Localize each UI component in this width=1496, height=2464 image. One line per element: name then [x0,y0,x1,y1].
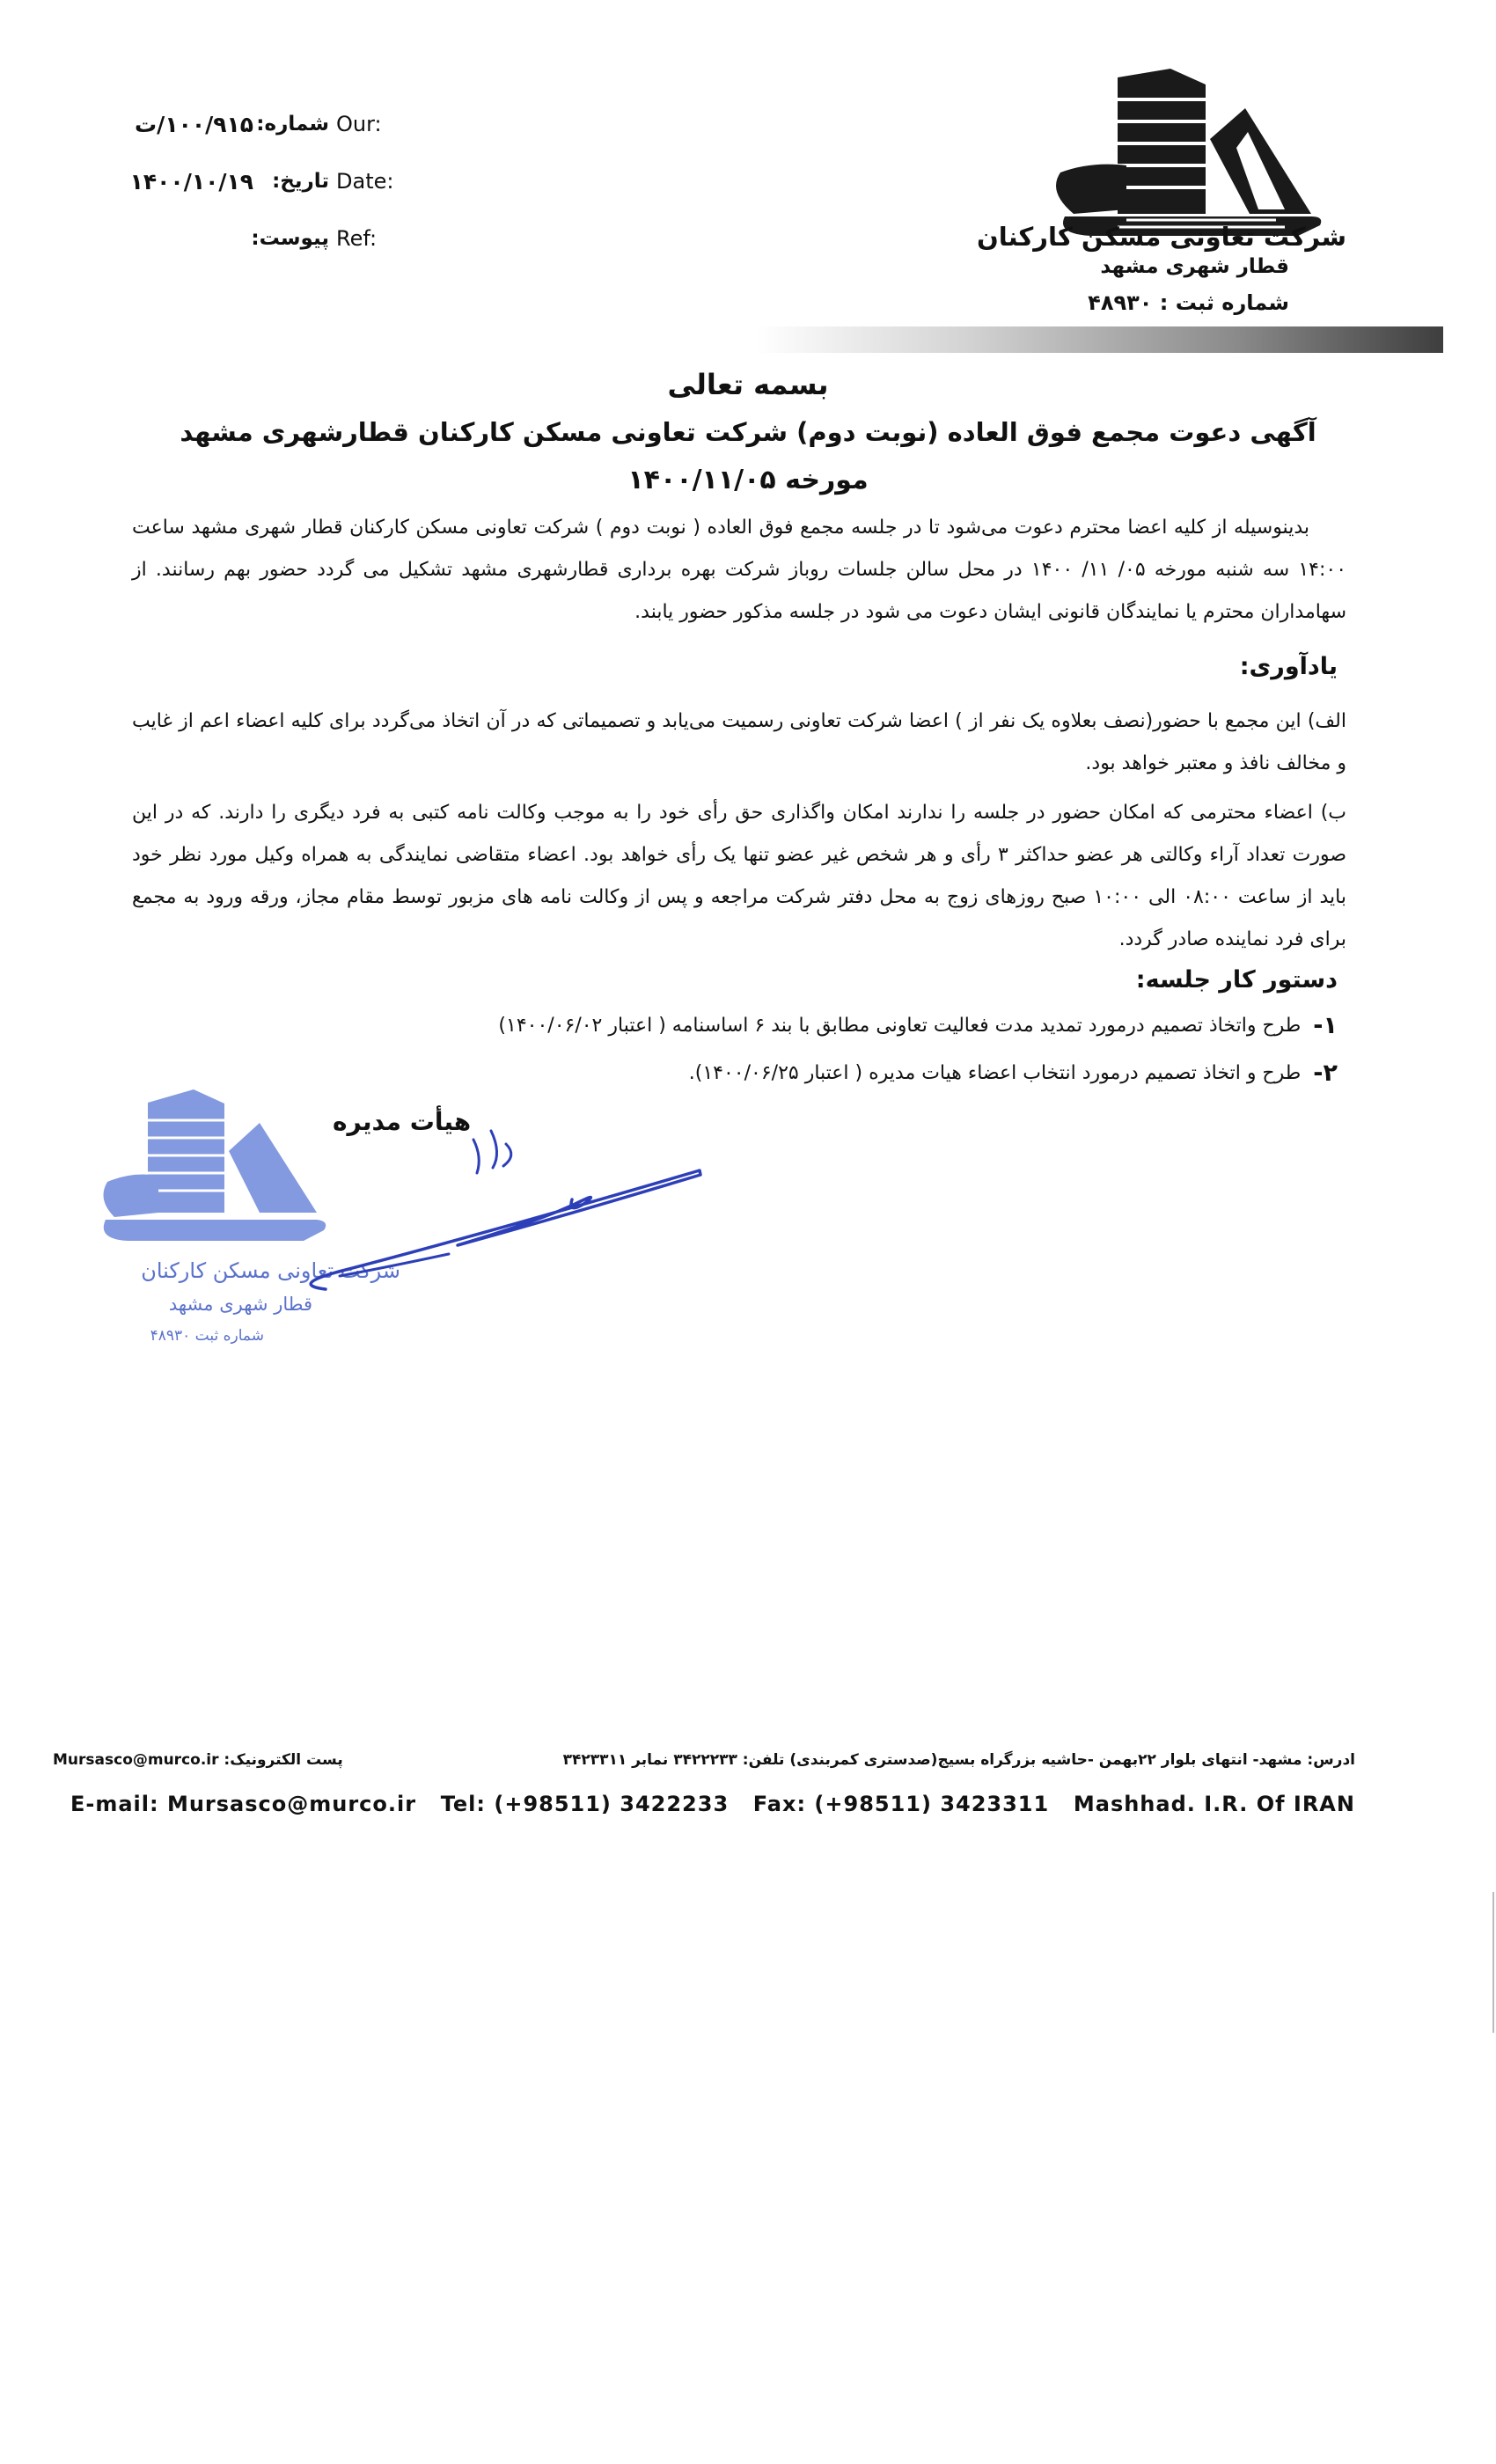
footer-email: E-mail: Mursasco@murco.ir [70,1792,417,1816]
footer-english-line [70,1792,1355,1816]
letter-date-value: ۱۴۰۰/۱۰/۱۹ [129,168,253,194]
letter-date-label: تاریخ: [272,170,329,193]
board-of-directors-label: هیأت مدیره [333,1107,472,1136]
letter-number-field [104,104,382,144]
agenda-item-text: طرح و اتخاذ تصمیم درمورد انتخاب اعضاء هیات مدیره ( اعتبار ۱۴۰۰/۰۶/۲۵). [688,1062,1302,1084]
letter-number-label: شماره: [256,113,329,136]
company-registration: شماره ثبت : ۴۸۹۳۰ [1088,290,1289,315]
seal-company-name: شرکت تعاونی مسکن کارکنان [141,1258,400,1283]
letter-attachment-english-label: Ref: [336,226,378,251]
agenda-item [498,1012,1338,1039]
seal-registration: شماره ثبت ۴۸۹۳۰ [150,1327,264,1345]
signature-mark [255,1104,713,1307]
intro-paragraph: بدینوسیله از کلیه اعضا محترم دعوت می‌شود تا در جلسه مجمع فوق العاده ( نوبت دوم ) شرکت تعاونی مسکن کارکنان قطار شهری مشهد ساعت ۱۴:۰۰ سه شنبه مورخه ۰۵/ ۱۱/ ۱۴۰۰ در محل سالن جلسات روباز شرکت بهره برداری قطارشهری مشهد تشکیل می گردد حضور بهم رسانند. از سهامداران محترم یا نمایندگان قانونی ایشان دعوت می شود در جلسه مذکور حضور یابند. [132,517,1347,623]
footer-fax: Fax: (+98511) 3423311 [752,1792,1050,1816]
company-name: شرکت تعاونی مسکن کارکنان [976,222,1346,252]
letter-number-value: ۱۰۰/۹۱۵/ت [135,111,253,137]
letter-date-english-label: Date: [336,169,394,194]
reminder-paragraph-b: ب) اعضاء محترمی که امکان حضور در جلسه را ندارند امکان واگذاری حق رأی خود را به موجب وکالت نامه کتبی به فرد دیگری را دارند. که در این صورت تعداد آراء وکالتی هر عضو حداکثر ۳ رأی و هر شخص غیر عضو تنها یک رأی خواهد بود. اعضاء متقاضی نمایندگی به همراه وکیل مورد نظر خود باید از ساعت ۰۸:۰۰ الی ۱۰:۰۰ صبح روزهای زوج به محل دفتر شرکت مراجعه و پس از وکالت نامه های مزبور توسط مقام مجاز، ورقه ورود به مجمع برای فرد نماینده صادر گردد. [132,802,1346,950]
letter-attachment-label: پیوست: [251,227,329,250]
announcement-title: آگهی دعوت مجمع فوق العاده (نوبت دوم) شرکت تعاونی مسکن کارکنان قطارشهری مشهد [180,417,1316,447]
agenda-item-text: طرح واتخاذ تصمیم درمورد تمدید مدت فعالیت تعاونی مطابق با بند ۶ اساسنامه ( اعتبار ۱۴۰۰/۰۶/۰۲) [498,1015,1302,1037]
footer-email-persian: Mursasco@murco.ir :پست الکترونیک [53,1751,343,1769]
agenda-item [689,1060,1338,1087]
letter-number-english-label: Our: [336,112,382,136]
reminder-heading: یادآوری: [1239,653,1338,680]
header-divider-band [757,326,1443,353]
footer-tel: Tel: (+98511) 3422233 [440,1792,730,1816]
announcement-date: مورخه ۱۴۰۰/۱۱/۰۵ [627,465,869,495]
letter-date-field [104,161,393,202]
seal-company-subtitle: قطار شهری مشهد [168,1294,312,1315]
footer-city: Mashhad. I.R. Of IRAN [1073,1792,1355,1816]
blank-lower-area [0,2033,1496,2464]
agenda-item-number: ۲- [1313,1060,1338,1087]
footer-persian-line [53,1751,1355,1769]
scan-edge-line [1492,1892,1494,2033]
company-subtitle: قطار شهری مشهد [1100,255,1289,278]
agenda-heading: دستور کار جلسه: [1135,966,1338,994]
reminder-paragraph-a: الف) این مجمع با حضور(نصف بعلاوه یک نفر از ) اعضا شرکت تعاونی رسمیت می‌یابد و تصمیماتی که در آن اتخاذ می‌گردد برای کلیه اعضاء اعم از غایب و مخالف نافذ و معتبر خواهد بود. [132,710,1346,774]
invocation-title: بسمه تعالی [667,368,829,401]
agenda-item-number: ۱- [1313,1012,1338,1039]
letter-attachment-field [104,218,377,259]
footer-address: ادرس: مشهد- انتهای بلوار ۲۲بهمن -حاشیه بزرگراه بسیج(صدستری کمربندی) تلفن: ۳۴۲۲۲۳۳ نمابر ۳۴۲۳۳۱۱ [562,1751,1355,1769]
